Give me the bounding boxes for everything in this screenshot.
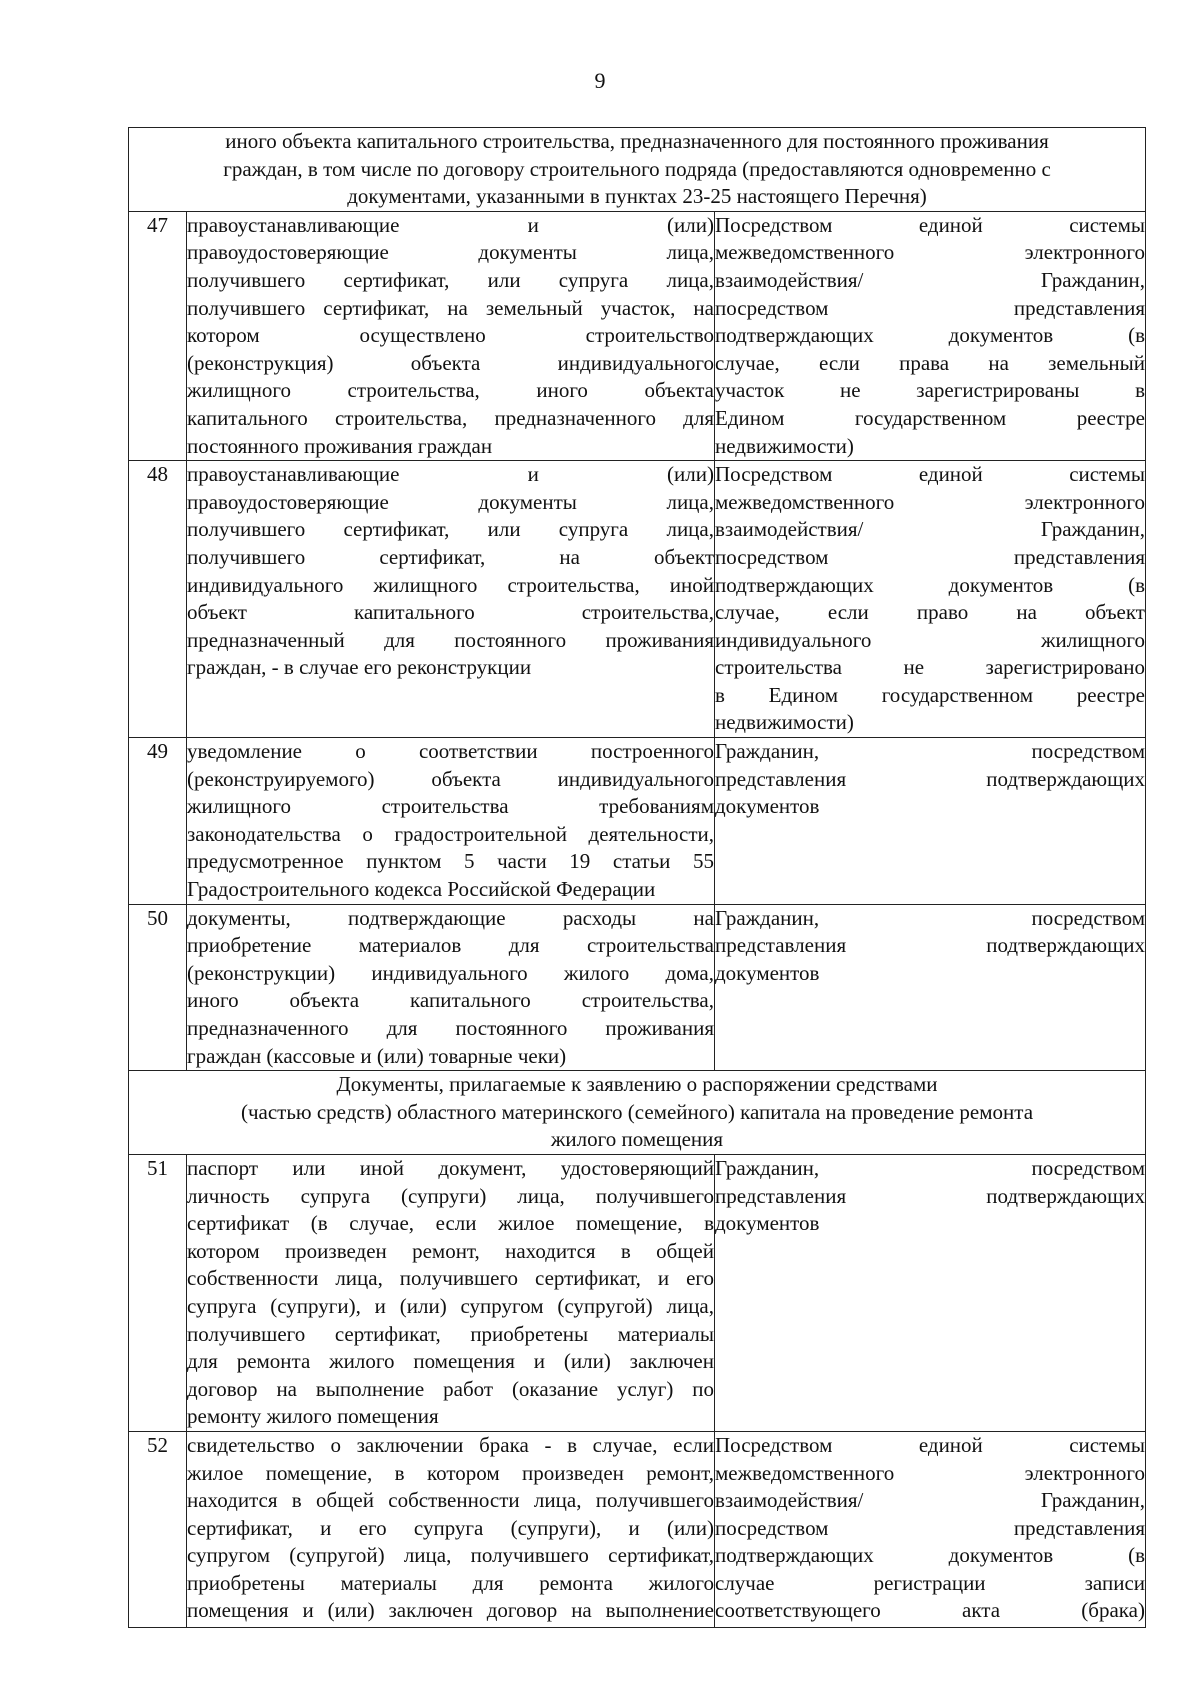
- text-line: случае регистрации записи: [715, 1570, 1145, 1595]
- text-line: собственности лица, получившего сертификат, и его: [187, 1266, 714, 1291]
- text-line: посредством представления: [715, 295, 1145, 320]
- row-number: 52: [129, 1431, 187, 1627]
- text-line: Посредством единой системы: [715, 1432, 1145, 1457]
- document-cell: [187, 1431, 715, 1627]
- text-line: получившего сертификат, на объект: [187, 544, 714, 569]
- text-line: документов: [715, 960, 820, 985]
- text-line: участок не зарегистрированы в: [715, 378, 1145, 403]
- text-line: жилищного строительства требованиям: [187, 794, 714, 819]
- page-number: 9: [594, 68, 606, 93]
- source-cell: [715, 1431, 1146, 1627]
- table-row: [129, 211, 1146, 460]
- source-cell: [715, 904, 1146, 1071]
- text-line: предназначенного для постоянного проживания: [187, 1016, 714, 1040]
- text-line: личность супруга (супруги) лица, получившего: [187, 1183, 714, 1208]
- text-line: взаимодействия/ Гражданин,: [715, 517, 1145, 542]
- text-line: правоустанавливающие и (или): [187, 462, 714, 487]
- text-line: капитального строительства, предназначенного для: [187, 405, 714, 430]
- text-line: межведомственного электронного: [715, 489, 1145, 514]
- text-line: приобретены материалы для ремонта жилого: [187, 1570, 714, 1595]
- text-line: свидетельство о заключении брака - в случае, если: [187, 1432, 714, 1457]
- document-cell: [187, 904, 715, 1071]
- text-line: договор на выполнение работ (оказание услуг) по: [187, 1376, 714, 1401]
- continuation-cell: [129, 128, 1146, 212]
- table-row: [129, 1431, 1146, 1627]
- text-line: законодательства о градостроительной деятельности,: [187, 821, 714, 846]
- text-line: (реконструкция) объекта индивидуального: [187, 350, 714, 375]
- text-line: граждан, в том числе по договору строительного подряда (предоставляются одновременно с: [223, 156, 1051, 181]
- text-line: правоудостоверяющие документы лица,: [187, 489, 714, 514]
- text-line: Гражданин, посредством: [715, 905, 1145, 930]
- text-line: ремонту жилого помещения: [187, 1404, 439, 1429]
- text-line: приобретение материалов для строительства: [187, 933, 714, 958]
- text-line: представления подтверждающих: [715, 933, 1145, 958]
- text-line: правоустанавливающие и (или): [187, 212, 714, 237]
- text-line: находится в общей собственности лица, получившего: [187, 1488, 714, 1513]
- text-line: граждан (кассовые и (или) товарные чеки): [187, 1043, 567, 1068]
- text-line: документами, указанными в пунктах 23-25 настоящего Перечня): [347, 184, 927, 209]
- text-line: документы, подтверждающие расходы на: [187, 905, 714, 930]
- text-line: межведомственного электронного: [715, 1460, 1145, 1485]
- text-line: случае, если права на земельный: [715, 350, 1145, 375]
- text-line: случае, если право на объект: [715, 600, 1145, 625]
- text-line: помещения и (или) заключен договор на выполнение: [187, 1598, 714, 1623]
- text-line: посредством представления: [715, 1515, 1145, 1540]
- text-line: Посредством единой системы: [715, 462, 1145, 487]
- text-line: в Едином государственном реестре: [715, 682, 1145, 707]
- text-line: уведомление о соответствии построенного: [187, 739, 714, 764]
- text-line: Едином государственном реестре: [715, 405, 1145, 430]
- text-line: Гражданин, посредством: [715, 739, 1145, 764]
- row-number: 51: [129, 1154, 187, 1431]
- text-line: граждан, - в случае его реконструкции: [187, 655, 532, 680]
- continuation-row: [129, 128, 1146, 212]
- text-line: жилое помещение, в котором произведен ремонт,: [187, 1460, 714, 1485]
- table-row: [129, 904, 1146, 1071]
- document-cell: [187, 1154, 715, 1431]
- text-line: (реконструируемого) объекта индивидуального: [187, 766, 714, 791]
- text-line: постоянного проживания граждан: [187, 433, 493, 458]
- text-line: (частью средств) областного материнского (семейного) капитала на проведение ремонта: [240, 1099, 1034, 1124]
- documents-table: [128, 127, 1146, 1628]
- text-line: супругом (супругой) лица, получившего сертификат,: [187, 1543, 714, 1568]
- text-line: межведомственного электронного: [715, 240, 1145, 265]
- table-row: [129, 738, 1146, 905]
- text-line: получившего сертификат, на земельный участок, на: [187, 295, 714, 320]
- source-cell: [715, 461, 1146, 738]
- source-cell: [715, 211, 1146, 460]
- section-heading: [129, 1071, 1146, 1155]
- text-line: подтверждающих документов (в: [715, 1543, 1145, 1568]
- text-line: Градостроительного кодекса Российской Федерации: [187, 877, 656, 902]
- text-line: котором осуществлено строительство: [187, 323, 714, 348]
- text-line: получившего сертификат, приобретены материалы: [187, 1321, 714, 1346]
- text-line: предусмотренное пунктом 5 части 19 статьи 55: [187, 849, 714, 874]
- text-line: жилого помещения: [550, 1127, 724, 1152]
- text-line: иного объекта капитального строительства,: [187, 988, 714, 1013]
- table-row: [129, 461, 1146, 738]
- text-line: (реконструкции) индивидуального жилого дома,: [187, 960, 714, 985]
- text-line: индивидуального жилищного строительства, иной: [187, 572, 714, 597]
- text-line: недвижимости): [715, 710, 854, 735]
- document-cell: [187, 211, 715, 460]
- row-number: 47: [129, 211, 187, 460]
- section-row: [129, 1071, 1146, 1155]
- text-line: Посредством единой системы: [715, 212, 1145, 237]
- text-line: паспорт или иной документ, удостоверяющий: [187, 1155, 714, 1180]
- text-line: правоудостоверяющие документы лица,: [187, 240, 714, 265]
- text-line: супруга (супруги), и (или) супругом (супругой) лица,: [187, 1293, 714, 1318]
- row-number: 50: [129, 904, 187, 1071]
- text-line: иного объекта капитального строительства, предназначенного для постоянного проживания: [225, 129, 1049, 153]
- row-number: 49: [129, 738, 187, 905]
- text-line: для ремонта жилого помещения и (или) заключен: [187, 1349, 714, 1374]
- text-line: представления подтверждающих: [715, 1183, 1145, 1208]
- document-cell: [187, 738, 715, 905]
- document-cell: [187, 461, 715, 738]
- text-line: документов: [715, 1211, 820, 1236]
- text-line: недвижимости): [715, 433, 854, 458]
- source-cell: [715, 738, 1146, 905]
- table-row: [129, 1154, 1146, 1431]
- text-line: соответствующего акта (брака): [715, 1598, 1145, 1623]
- text-line: сертификат, и его супруга (супруги), и (или): [187, 1515, 714, 1540]
- text-line: Документы, прилагаемые к заявлению о распоряжении средствами: [336, 1072, 938, 1097]
- text-line: сертификат (в случае, если жилое помещение, в: [187, 1211, 714, 1236]
- text-line: получившего сертификат, или супруга лица,: [187, 267, 714, 292]
- text-line: подтверждающих документов (в: [715, 572, 1145, 597]
- text-line: взаимодействия/ Гражданин,: [715, 1488, 1145, 1513]
- text-line: получившего сертификат, или супруга лица,: [187, 517, 714, 542]
- text-line: посредством представления: [715, 544, 1145, 569]
- source-cell: [715, 1154, 1146, 1431]
- text-line: взаимодействия/ Гражданин,: [715, 267, 1145, 292]
- text-line: документов: [715, 794, 820, 819]
- text-line: котором произведен ремонт, находится в общей: [187, 1238, 714, 1263]
- text-line: представления подтверждающих: [715, 766, 1145, 791]
- text-line: строительства не зарегистрировано: [715, 655, 1145, 680]
- row-number: 48: [129, 461, 187, 738]
- text-line: объект капитального строительства,: [187, 600, 714, 625]
- text-line: индивидуального жилищного: [715, 627, 1145, 652]
- text-line: жилищного строительства, иного объекта: [187, 378, 714, 403]
- text-line: подтверждающих документов (в: [715, 323, 1145, 348]
- text-line: Гражданин, посредством: [715, 1155, 1145, 1180]
- text-line: предназначенный для постоянного проживания: [187, 627, 714, 652]
